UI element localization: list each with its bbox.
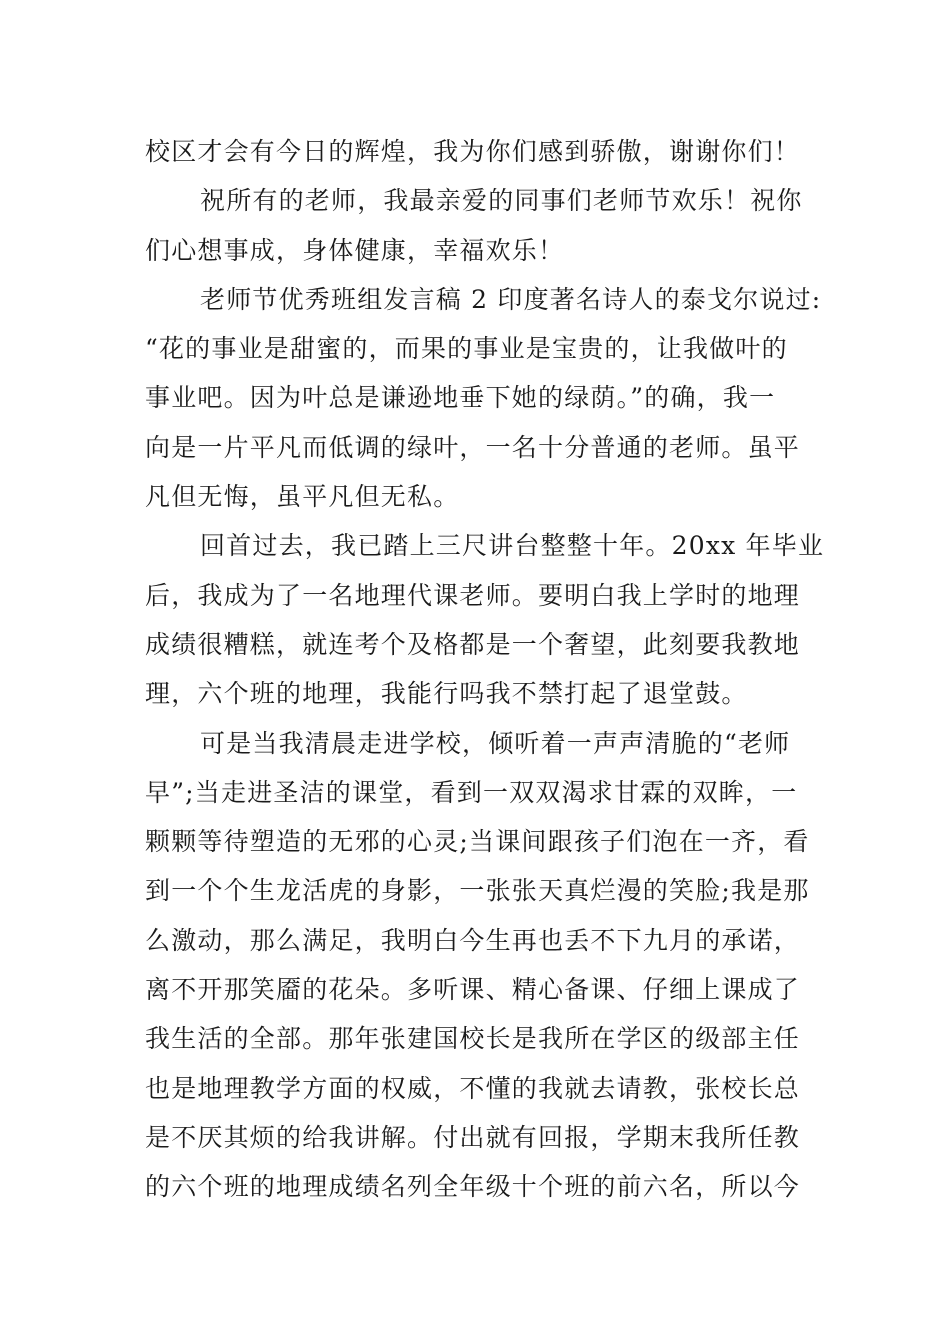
text-line: 事业吧。因为叶总是谦逊地垂下她的绿荫。”的确，我一 [145, 383, 776, 413]
text-line: 早”;当走进圣洁的课堂，看到一双双渴求甘霖的双眸，一 [145, 777, 798, 807]
text-line: 到一个个生龙活虎的身影，一张张天真烂漫的笑脸;我是那 [145, 876, 810, 906]
body-text [145, 127, 825, 1212]
text-line: 离不开那笑靥的花朵。多听课、精心备课、仔细上课成了 [145, 975, 801, 1005]
text-line: 我生活的全部。那年张建国校长是我所在学区的级部主任 [145, 1024, 801, 1054]
text-line: 是不厌其烦的给我讲解。付出就有回报，学期末我所任教 [145, 1122, 801, 1152]
text-line: 的六个班的地理成绩名列全年级十个班的前六名，所以今 [145, 1172, 801, 1202]
text-line: 理，六个班的地理，我能行吗我不禁打起了退堂鼓。 [145, 679, 748, 709]
text-line: 凡但无悔，虽平凡但无私。 [145, 482, 460, 512]
text-line: 们心想事成，身体健康，幸福欢乐！ [145, 235, 565, 265]
text-line: 也是地理教学方面的权威，不懂的我就去请教，张校长总 [145, 1073, 801, 1103]
text-line: 老师节优秀班组发言稿 2 印度著名诗人的泰戈尔说过: [200, 284, 822, 314]
text-line: “花的事业是甜蜜的，而果的事业是宝贵的，让我做叶的 [145, 334, 788, 364]
text-line: 成绩很糟糕，就连考个及格都是一个奢望，此刻要我教地 [145, 629, 801, 659]
text-line: 颗颗等待塑造的无邪的心灵;当课间跟孩子们泡在一齐，看 [145, 827, 810, 857]
text-line: 么激动，那么满足，我明白今生再也丢不下九月的承诺， [145, 925, 801, 955]
text-line: 后，我成为了一名地理代课老师。要明白我上学时的地理 [145, 580, 801, 610]
text-line: 可是当我清晨走进学校，倾听着一声声清脆的“老师 [200, 728, 791, 758]
text-line: 回首过去，我已踏上三尺讲台整整十年。20xx 年毕业 [200, 531, 825, 561]
text-line: 向是一片平凡而低调的绿叶，一名十分普通的老师。虽平 [145, 432, 801, 462]
text-line: 校区才会有今日的辉煌，我为你们感到骄傲，谢谢你们！ [145, 137, 801, 166]
text-line: 祝所有的老师，我最亲爱的同事们老师节欢乐！祝你 [200, 186, 803, 216]
